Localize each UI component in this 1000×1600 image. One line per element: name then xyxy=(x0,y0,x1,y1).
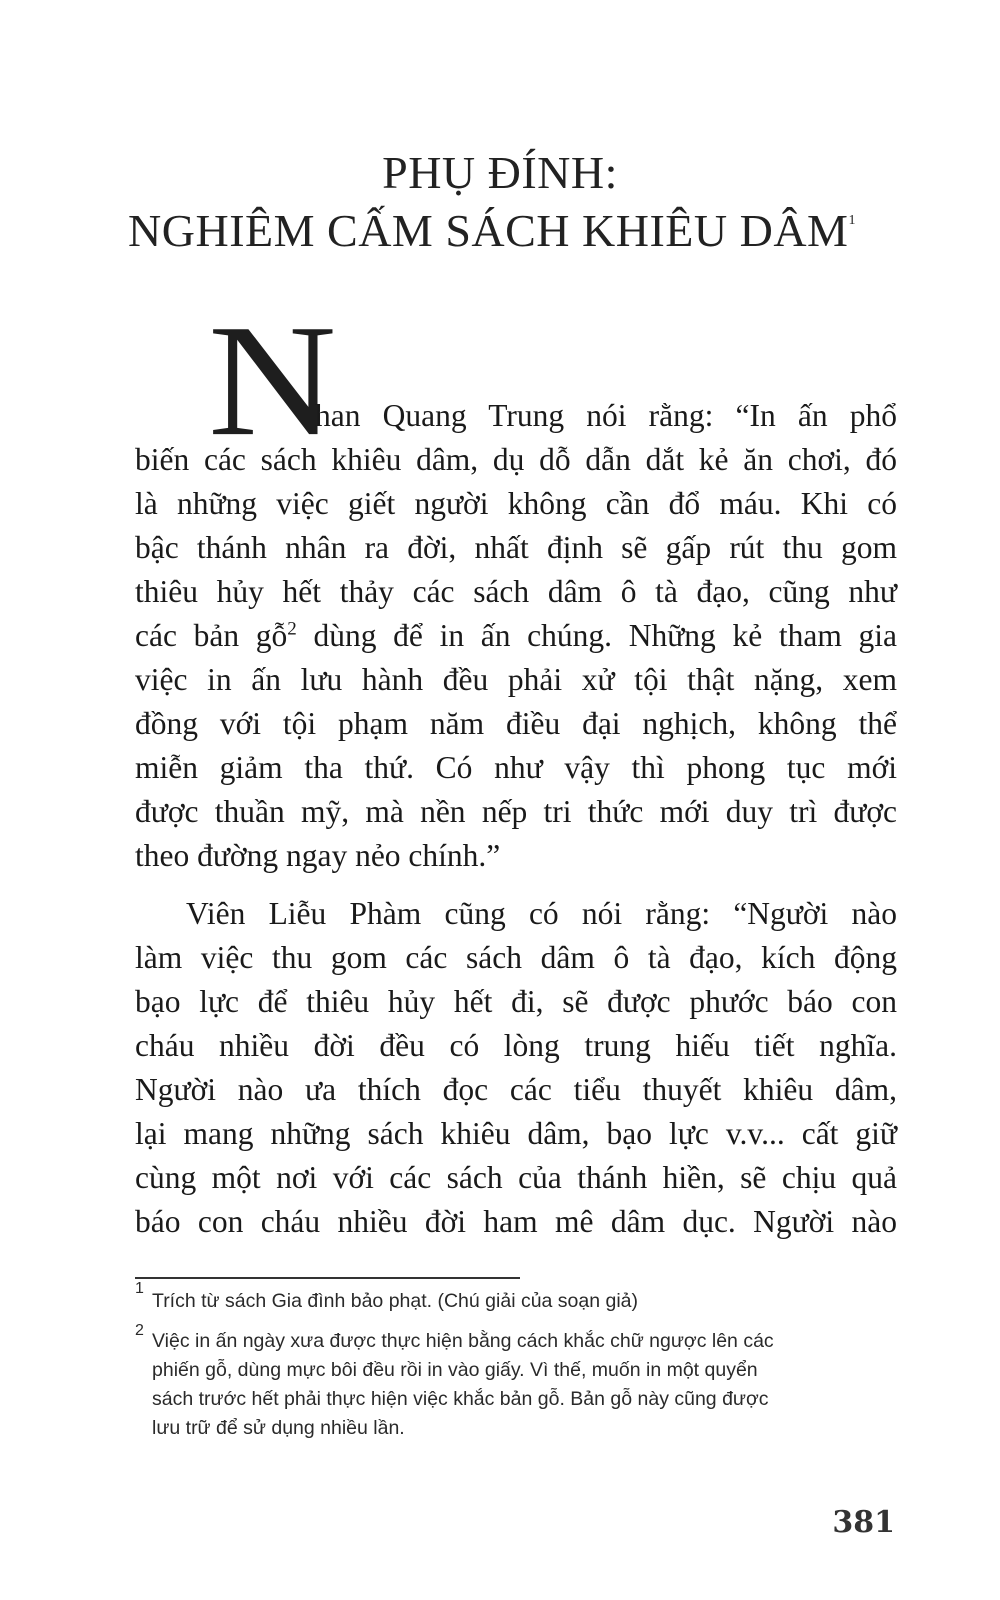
drop-cap: N xyxy=(208,291,337,470)
paragraph-2-line-5: Người nào ưa thích đọc các tiểu thuyết khiêu dâm, xyxy=(135,1072,897,1107)
paragraph-1-line-4: bậc thánh nhân ra đời, nhất định sẽ gấp rút thu gom xyxy=(135,530,897,565)
paragraph-2-line-1: Viên Liễu Phàm cũng có nói rằng: “Người nào xyxy=(186,896,897,931)
paragraph-1-line-6 xyxy=(135,614,897,658)
paragraph-1-line-8: đồng với tội phạm năm điều đại nghịch, không thể xyxy=(135,706,897,741)
paragraph-1-line-2: biến các sách khiêu dâm, dụ dỗ dẫn dắt kẻ ăn chơi, đó xyxy=(135,442,897,477)
chapter-title-line-2 xyxy=(0,205,992,256)
footnote-2-line-3: sách trước hết phải thực hiện việc khắc bản gỗ. Bản gỗ này cũng được xyxy=(152,1388,769,1410)
paragraph-1-line-5: thiêu hủy hết thảy các sách dâm ô tà đạo, cũng như xyxy=(135,574,897,609)
footnote-2-mark: 2 xyxy=(135,1322,144,1339)
footnote-2-line-4: lưu trữ để sử dụng nhiều lần. xyxy=(152,1417,405,1439)
footnote-2-line-2: phiến gỗ, dùng mực bôi đều rồi in vào giấy. Vì thế, muốn in một quyển xyxy=(152,1359,758,1381)
paragraph-2-line-3: bạo lực để thiêu hủy hết đi, sẽ được phước báo con xyxy=(135,984,897,1019)
footnote-1-mark: 1 xyxy=(135,1280,144,1297)
body-footnote-ref: 2 xyxy=(287,618,297,640)
paragraph-1-line-1: han Quang Trung nói rằng: “In ấn phổ xyxy=(315,398,897,433)
footnote-1-line-1: Trích từ sách Gia đình bảo phạt. (Chú giải của soạn giả) xyxy=(152,1290,639,1312)
page-number: 381 xyxy=(832,1505,895,1540)
paragraph-1-line-3: là những việc giết người không cần đổ máu. Khi có xyxy=(135,486,897,521)
paragraph-2-line-8: báo con cháu nhiều đời ham mê dâm dục. Người nào xyxy=(135,1204,897,1239)
paragraph-2-line-2: làm việc thu gom các sách dâm ô tà đạo, kích động xyxy=(135,940,897,975)
chapter-title-text: NGHIÊM CẤM SÁCH KHIÊU DÂM xyxy=(128,205,849,256)
footnote-2-line-1: Việc in ấn ngày xưa được thực hiện bằng cách khắc chữ ngược lên các xyxy=(152,1330,774,1352)
chapter-title-line-1: PHỤ ĐÍNH: xyxy=(382,147,618,198)
paragraph-1-line-7: việc in ấn lưu hành đều phải xử tội thật nặng, xem xyxy=(135,662,897,697)
paragraph-1-line-11: theo đường ngay nẻo chính.” xyxy=(135,838,501,873)
footnote-divider xyxy=(135,1277,520,1279)
paragraph-2-line-6: lại mang những sách khiêu dâm, bạo lực v.v... cất giữ xyxy=(135,1116,897,1151)
paragraph-1-line-9: miễn giảm tha thứ. Có như vậy thì phong tục mới xyxy=(135,750,897,785)
paragraph-1-line-6-start: các bản gỗ xyxy=(135,618,288,653)
paragraph-2-line-7: cùng một nơi với các sách của thánh hiền, sẽ chịu quả xyxy=(135,1160,897,1195)
paragraph-2-line-4: cháu nhiều đời đều có lòng trung hiếu tiết nghĩa. xyxy=(135,1028,897,1063)
paragraph-1-line-6-end: dùng để in ấn chúng. Những kẻ tham gia xyxy=(313,618,898,653)
paragraph-1-line-10: được thuần mỹ, mà nền nếp tri thức mới duy trì được xyxy=(135,794,897,829)
title-footnote-ref: 1 xyxy=(848,212,856,228)
